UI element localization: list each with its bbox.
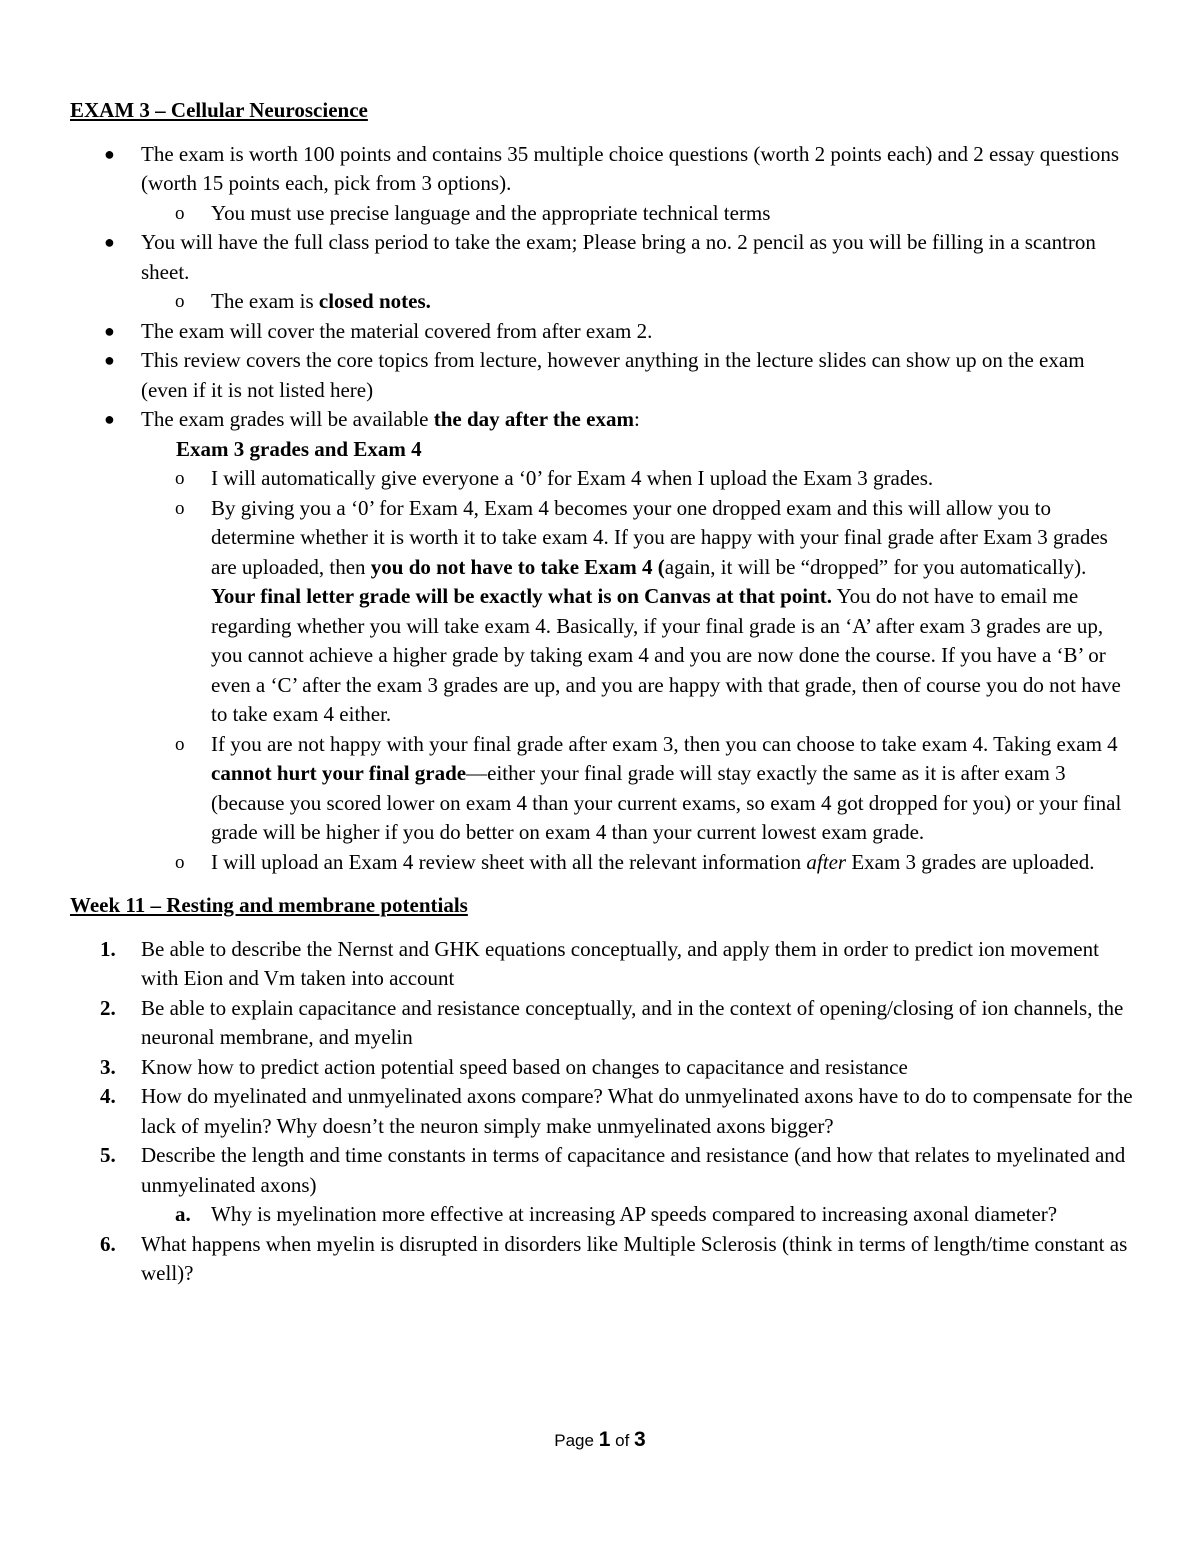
subheading: Exam 3 grades and Exam 4 — [176, 436, 422, 461]
item-number: 6. — [100, 1231, 116, 1256]
item-number: 4. — [100, 1084, 116, 1108]
item-number: 2. — [100, 995, 116, 1020]
page-footer — [0, 1428, 1200, 1452]
exam-title: EXAM 3 – Cellular Neuroscience — [70, 98, 368, 122]
numbered-item: 3. Know how to predict action potential speed based on changes to capacitance and resistance — [70, 1053, 1135, 1083]
numbered-item: 2. Be able to explain capacitance and resistance conceptually, and in the context of opening/closing of ion channels, the neuronal membrane, and myelin — [100, 995, 1124, 1049]
numbered-item: 4. How do myelinated and unmyelinated axons compare? What do unmyelinated axons have to do to compensate for the lack of myelin? Why doesn’t the neuron simply make unmyelinated axons bigger? — [100, 1084, 1133, 1138]
list-item: ● This review covers the core topics from lecture, however anything in the lecture slides can show up on the exam (even if it is not listed here) — [104, 348, 1085, 402]
bullet-icon: ● — [104, 409, 115, 429]
circle-bullet-icon: o — [175, 851, 185, 873]
bullet-icon: ● — [104, 350, 115, 370]
numbered-item: 5. Describe the length and time constants in terms of capacitance and resistance (and how that relates to myelinated and unmyelinated axons) — [100, 1143, 1126, 1197]
week11-title: Week 11 – Resting and membrane potentials — [70, 893, 468, 917]
item-number: 3. — [100, 1054, 116, 1079]
circle-bullet-icon: o — [175, 733, 185, 755]
page-word: Page — [554, 1431, 594, 1450]
sub-list-item: o I will upload an Exam 4 review sheet with all the relevant information after Exam 3 grades are uploaded. — [70, 848, 1135, 878]
sub-list-item: o The exam is closed notes. — [70, 287, 1135, 317]
lettered-item: a. Why is myelination more effective at increasing AP speeds compared to increasing axonal diameter? — [70, 1200, 1135, 1230]
list-item: ● The exam grades will be available the day after the exam: — [70, 405, 1135, 435]
numbered-item: 1. Be able to describe the Nernst and GHK equations conceptually, and apply them in order to predict ion movement with Eion and Vm taken into account — [100, 936, 1099, 990]
document-page — [70, 96, 1135, 1289]
circle-bullet-icon: o — [175, 202, 185, 224]
item-number: 1. — [100, 936, 116, 961]
sub-list-item: o You must use precise language and the appropriate technical terms — [70, 199, 1135, 229]
bullet-icon: ● — [104, 143, 115, 164]
sub-list-item: o I will automatically give everyone a ‘0’ for Exam 4 when I upload the Exam 3 grades. — [70, 464, 1135, 494]
bullet-icon: ● — [104, 320, 115, 341]
item-number: 5. — [100, 1143, 116, 1167]
circle-bullet-icon: o — [175, 291, 185, 312]
page-total: 3 — [634, 1428, 646, 1451]
item-letter: a. — [175, 1202, 191, 1226]
circle-bullet-icon: o — [175, 468, 185, 489]
list-item: ● You will have the full class period to take the exam; Please bring a no. 2 pencil as you will be filling in a scantron sheet. — [104, 230, 1096, 284]
list-item: ● The exam will cover the material covered from after exam 2. — [70, 317, 1135, 347]
numbered-item: 6. What happens when myelin is disrupted in disorders like Multiple Sclerosis (think in terms of length/time constant as well)? — [100, 1231, 1128, 1285]
list-item: ● The exam is worth 100 points and contains 35 multiple choice questions (worth 2 points each) and 2 essay questions (worth 15 points each, pick from 3 options). — [104, 141, 1120, 195]
of-word: of — [615, 1431, 630, 1450]
sub-list-item: o By giving you a ‘0’ for Exam 4, Exam 4 becomes your one dropped exam and this will allow you to determine whether it is worth it to take exam 4. If you are happy with your final grade after Exam 3 grades are uploaded, then you do not have to take Exam 4 (again, it will be “dropped” for you automatically). Your final letter grade will be exactly what is on Canvas at that point. You do not have to email me regarding whether you will take exam 4. Basically, if your final grade is an ‘A’ after exam 3 grades are up, you cannot achieve a higher grade by taking exam 4 and you are now done the course. If you have a ‘B’ or even a ‘C’ after the exam 3 grades are up, and you are happy with that grade, then of course you do not have to take exam 4 either. — [175, 495, 1121, 726]
bullet-icon: ● — [104, 232, 115, 252]
circle-bullet-icon: o — [175, 497, 185, 519]
page-number: 1 — [598, 1428, 611, 1451]
sub-list-item: o If you are not happy with your final grade after exam 3, then you can choose to take exam 4. Taking exam 4 cannot hurt your final grade—either your final grade will stay exactly the same as it is after exam 3 (because you scored lower on exam 4 than your current exams, so exam 4 got dropped for you) or your final grade will be higher if you do better on exam 4 than your current lowest exam grade. — [175, 731, 1122, 844]
